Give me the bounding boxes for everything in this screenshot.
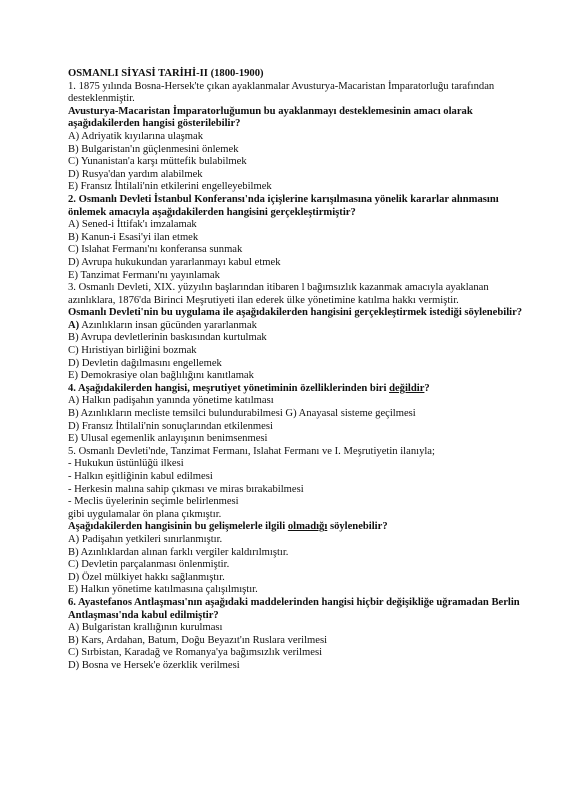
q3-option-c: C) Hıristiyan birliğini bozmak [68, 345, 197, 357]
q2-option-e: E) Tanzimat Fermanı'nı yayınlamak [68, 269, 220, 281]
q6-option-b: B) Kars, Ardahan, Batum, Doğu Beyazıt'ın Ruslara verilmesi [68, 634, 328, 646]
q1-option-d: D) Rusya'dan yardım alabilmek [68, 168, 203, 180]
q5-question-pre: Aşağıdakilerden hangisinin bu gelişmelerle ilgili [68, 521, 288, 533]
q1-text: 1. 1875 yılında Bosna-Hersek'te çıkan ayaklanmalar Avusturya-Macaristan İmparatorluğu tarafından desteklenmiştir. [68, 80, 495, 105]
q1-option-a: A) Adriyatik kıyılarına ulaşmak [68, 130, 204, 142]
q5-item: - Herkesin malına sahip çıkması ve miras bırakabilmesi [68, 483, 304, 495]
page-title: OSMANLI SİYASİ TARİHİ-II (1800-1900) [68, 68, 264, 79]
q5-item: - Meclis üyelerinin seçimle belirlenmesi [68, 496, 239, 508]
q5-option-d: D) Özel mülkiyet hakkı sağlanmıştır. [68, 571, 225, 583]
q5-question [68, 521, 528, 534]
q5-item: - Hukukun üstünlüğü ilkesi [68, 458, 184, 470]
q6-question: 6. Ayastefanos Antlaşması'nın aşağıdaki maddelerinden hangisi hiçbir değişikliğe uğramadan Berlin Antlaşması'nda kabul edilmiştir? [68, 596, 520, 621]
document-page [68, 68, 528, 673]
q5-question-negation: olmadığı [287, 521, 328, 533]
q4-question-negation: değildir [389, 382, 425, 394]
q2-option-b: B) Kanun-i Esasi'yi ilan etmek [68, 231, 199, 243]
q6-option-a: A) Bulgaristan krallığının kurulması [68, 622, 223, 634]
q3-option-b: B) Avrupa devletlerinin baskısından kurtulmak [68, 332, 267, 344]
q3-option-a-text: Azınlıkların insan gücünden yararlanmak [79, 319, 257, 331]
q3-option-a-letter: A) [68, 319, 80, 331]
q5-option-b: B) Azınlıklardan alınan farklı vergiler kaldırılmıştır. [68, 546, 289, 558]
q1-option-e: E) Fransız İhtilali'nin etkilerini engelleyebilmek [68, 181, 272, 193]
q5-item: - Halkın eşitliğinin kabul edilmesi [68, 471, 213, 482]
q5-text-2: gibi uygulamalar ön plana çıkmıştır. [68, 508, 222, 520]
q5-option-a: A) Padişahın yetkileri sınırlanmıştır. [68, 533, 223, 545]
q4-option-d: D) Fransız İhtilali'nin sonuçlarından etkilenmesi [68, 420, 273, 432]
q4-question-post: ? [424, 382, 430, 394]
q4-question-pre: 4. Aşağıdakilerden hangisi, meşrutiyet yönetiminin özelliklerinden biri [68, 382, 390, 394]
q4-question [68, 383, 528, 396]
q3-option-a [68, 320, 528, 333]
q5-question-post: söylenebilir? [327, 521, 388, 533]
q2-option-c: C) Islahat Fermanı'nı konferansa sunmak [68, 244, 243, 256]
q3-text: 3. Osmanlı Devleti, XIX. yüzyılın başlarından itibaren l bağımsızlık kazanmak amacıyla ayaklanan azınlıklara, 1876'da Birinci Meşrutiyeti ilan ederek ülke yönetimine katılma hakkı vermiştir. [68, 282, 489, 306]
q1-option-b: B) Bulgaristan'ın güçlenmesini önlemek [68, 143, 239, 155]
q2-question: 2. Osmanlı Devleti İstanbul Konferansı'nda içişlerine karışılmasına yönelik kararlar alınmasını önlemek amacıyla aşağıdakilerden hangisini gerçekleştirmiştir? [68, 193, 499, 218]
q5-option-c: C) Devletin parçalanması önlenmiştir. [68, 559, 230, 571]
q4-option-e: E) Ulusal egemenlik anlayışının benimsenmesi [68, 433, 268, 445]
q5-option-e: E) Halkın yönetime katılmasına çalışılmıştır. [68, 584, 258, 596]
q5-text: 5. Osmanlı Devleti'nde, Tanzimat Fermanı, Islahat Fermanı ve I. Meşrutiyetin ilanıyla; [68, 445, 435, 457]
q4-option-b: B) Azınlıkların mecliste temsilci bulundurabilmesi G) Anayasal sisteme geçilmesi [68, 408, 416, 420]
q6-option-c: C) Sırbistan, Karadağ ve Romanya'ya bağımsızlık verilmesi [68, 647, 323, 659]
q6-option-d: D) Bosna ve Hersek'e özerklik verilmesi [68, 659, 240, 671]
q1-question: Avusturya-Macaristan İmparatorluğumun bu ayaklanmayı desteklemesinin amacı olarak aşağıdakilerden hangisi gösterilebilir? [68, 105, 473, 130]
q4-option-a: A) Halkın padişahın yanında yönetime katılması [68, 395, 274, 407]
q1-option-c: C) Yunanistan'a karşı müttefik bulabilmek [68, 156, 247, 168]
q3-question: Osmanlı Devleti'nin bu uygulama ile aşağıdakilerden hangisini gerçekleştirmek istediği söylenebilir? [68, 307, 523, 319]
q2-option-d: D) Avrupa hukukundan yararlanmayı kabul etmek [68, 256, 281, 268]
q2-option-a: A) Sened-i İttifak'ı imzalamak [68, 219, 197, 231]
q3-option-e: E) Demokrasiye olan bağlılığını kanıtlamak [68, 370, 254, 382]
q3-option-d: D) Devletin dağılmasını engellemek [68, 357, 222, 369]
